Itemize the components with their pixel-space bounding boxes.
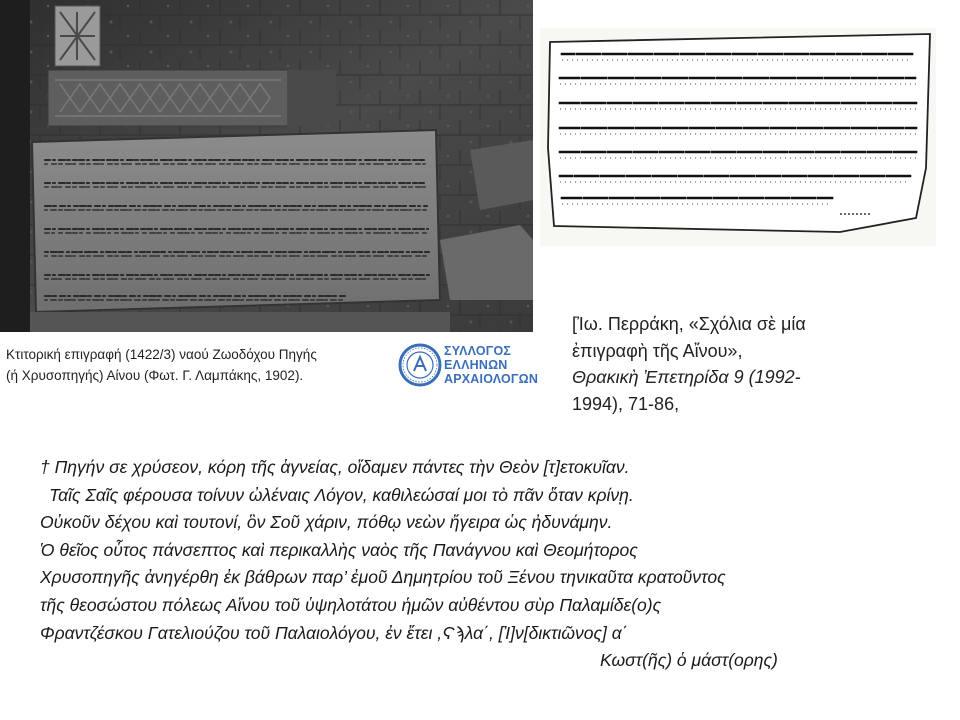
transcription-line-1: † Πηγήν σε χρύσεον, κόρη τῆς ἁγνείας, οἴδαμεν πάντες τὴν Θεὸν [τ]ετοκυῖαν. — [40, 457, 630, 477]
inscription-transcription — [40, 454, 945, 675]
reference-line-4: 1994), 71-86, — [572, 393, 680, 414]
transcription-line-7: Φραντζέσκου Γατελιούζου τοῦ Παλαιολόγου, ἐν ἔτει ,Ϛϡλα΄, [Ἰ]ν[δικτιῶνος] α΄ — [40, 622, 628, 643]
reference-line-1: [Ἰω. Περράκη, «Σχόλια σὲ μία — [572, 314, 806, 334]
photo-caption — [6, 344, 396, 386]
inscription-photograph — [0, 0, 533, 332]
society-name-line-3: ΑΡΧΑΙΟΛΟΓΩΝ — [444, 372, 539, 386]
seal-icon — [398, 343, 442, 387]
reference-line-2: ἐπιγραφὴ τῆς Αἴνου», — [572, 340, 743, 361]
transcription-signature: Κωστ(ῆς) ὁ μάστ(ορης) — [600, 650, 778, 671]
transcription-line-5: Χρυσοπηγῆς ἀνηγέρθη ἐκ βάθρων παρ’ ἐμοῦ Δημητρίου τοῦ Ξένου τηνικαῦτα κρατοῦντος — [40, 567, 726, 588]
transcription-line-3: Οὐκοῦν δέχου καὶ τουτονί, ὃν Σοῦ χάριν, πόθῳ νεὼν ἤγειρα ὡς ἠδυνάμην. — [40, 512, 613, 533]
caption-line-1: Κτιτορική επιγραφή (1422/3) ναού Ζωοδόχου Πηγής — [6, 347, 317, 362]
transcription-line-2: Ταῖς Σαῖς φέρουσα τοίνυν ὠλέναις Λόγον, καθιλεώσαί μοι τὸ πᾶν ὅταν κρίνῃ. — [49, 484, 634, 505]
society-name-line-2: ΕΛΛΗΝΩΝ — [444, 358, 508, 372]
society-name-line-1: ΣΥΛΛΟΓΟΣ — [444, 344, 512, 358]
society-name — [444, 344, 538, 386]
bibliographic-reference — [572, 311, 902, 417]
transcription-line-4: Ὁ θεῖος οὗτος πάνσεπτος καὶ περικαλλὴς ναὸς τῆς Πανάγνου καὶ Θεομήτορος — [40, 539, 638, 560]
inscription-drawing — [540, 28, 936, 246]
reference-line-3: Θρακικὴ Ἐπετηρίδα 9 (1992- — [572, 367, 801, 387]
society-logo — [398, 343, 548, 391]
transcription-line-6: τῆς θεοσώστου πόλεως Αἴνου τοῦ ὑψηλοτάτου ἡμῶν αὐθέντου σὺρ Παλαμίδε(ο)ς — [40, 594, 662, 615]
caption-line-2: (ή Χρυσοπηγής) Αίνου (Φωτ. Γ. Λαμπάκης, 1902). — [6, 368, 304, 383]
